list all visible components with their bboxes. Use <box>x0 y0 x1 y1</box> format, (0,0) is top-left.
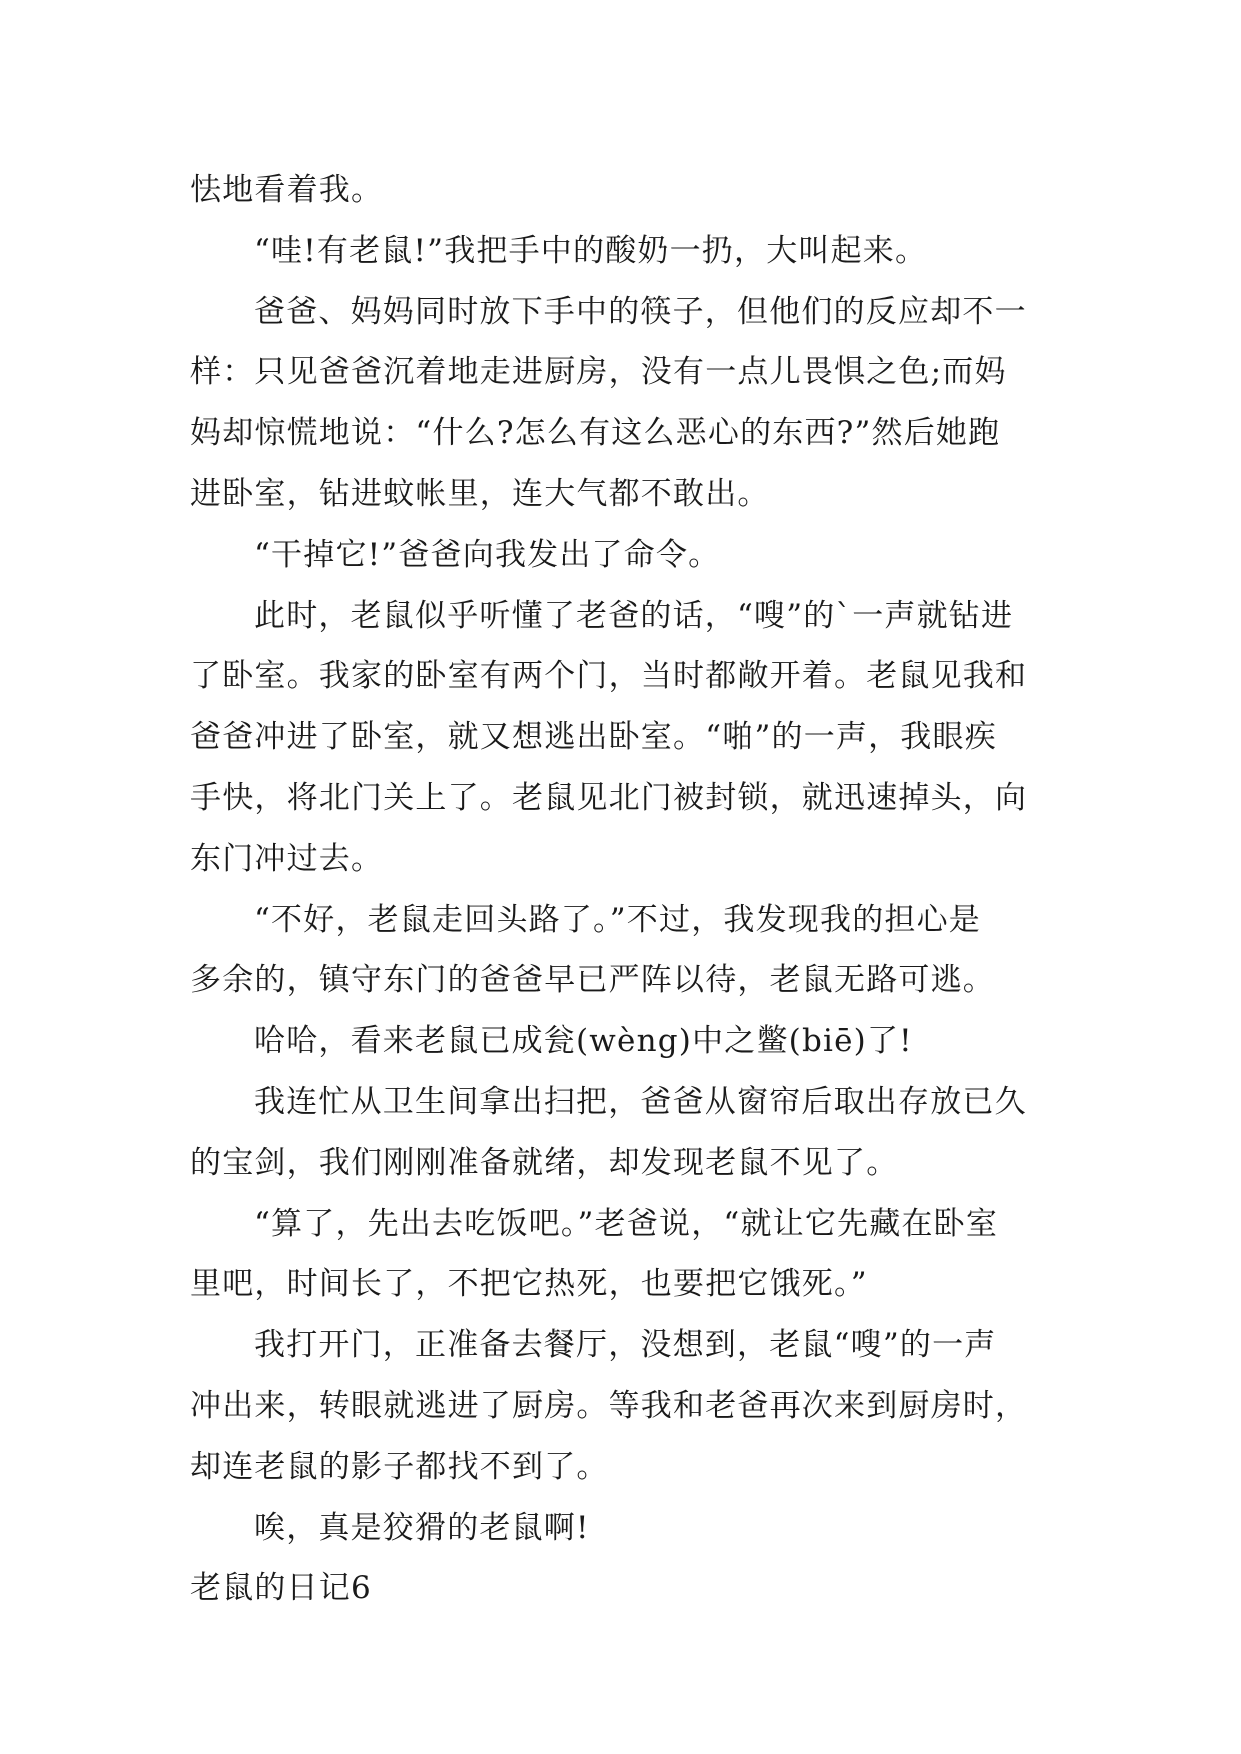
text-line: 里吧，时间长了，不把它热死，也要把它饿死。” <box>190 1266 868 1303</box>
text-line: 的宝剑，我们刚刚准备就绪，却发现老鼠不见了。 <box>190 1144 899 1181</box>
text-line: 我连忙从卫生间拿出扫把，爸爸从窗帘后取出存放已久 <box>254 1083 1027 1120</box>
text-line: 妈却惊慌地说：“什么?怎么有这么恶心的东西?”然后她跑 <box>190 415 1001 452</box>
text-line: 怯地看着我。 <box>190 172 384 208</box>
text-line: 了卧室。我家的卧室有两个门，当时都敞开着。老鼠见我和 <box>190 658 1028 695</box>
text-line: “哇!有老鼠!”我把手中的酸奶一扔，大叫起来。 <box>254 232 928 269</box>
section-heading: 老鼠的日记6 <box>190 1570 372 1607</box>
text-line: 手快，将北门关上了。老鼠见北门被封锁，就迅速掉头，向 <box>190 779 1028 816</box>
text-line: 样：只见爸爸沉着地走进厨房，没有一点儿畏惧之色;而妈 <box>190 354 1007 391</box>
document-body <box>190 160 1050 1619</box>
text-line: “算了，先出去吃饭吧。”老爸说，“就让它先藏在卧室 <box>254 1205 999 1242</box>
text-line: 冲出来，转眼就逃进了厨房。等我和老爸再次来到厨房时， <box>190 1387 1028 1424</box>
text-line: 此时，老鼠似乎听懂了老爸的话，“嗖”的`一声就钻进 <box>254 597 1014 634</box>
text-line: 却连老鼠的影子都找不到了。 <box>190 1448 609 1485</box>
text-line: 东门冲过去。 <box>190 840 384 877</box>
text-line: 进卧室，钻进蚊帐里，连大气都不敢出。 <box>190 475 770 512</box>
text-line: 爸爸、妈妈同时放下手中的筷子，但他们的反应却不一 <box>254 293 1027 330</box>
text-line: 唉，真是狡猾的老鼠啊! <box>254 1509 590 1546</box>
text-line: 爸爸冲进了卧室，就又想逃出卧室。“啪”的一声，我眼疾 <box>190 719 997 756</box>
text-line: “不好，老鼠走回头路了。”不过，我发现我的担心是 <box>254 901 981 938</box>
text-line: 多余的，镇守东门的爸爸早已严阵以待，老鼠无路可逃。 <box>190 962 995 999</box>
text-line: “干掉它!”爸爸向我发出了命令。 <box>254 536 721 573</box>
text-line: 我打开门，正准备去餐厅，没想到，老鼠“嗖”的一声 <box>254 1327 997 1364</box>
text-line: 哈哈，看来老鼠已成瓮(wèng)中之鳖(biē)了! <box>254 1023 913 1060</box>
